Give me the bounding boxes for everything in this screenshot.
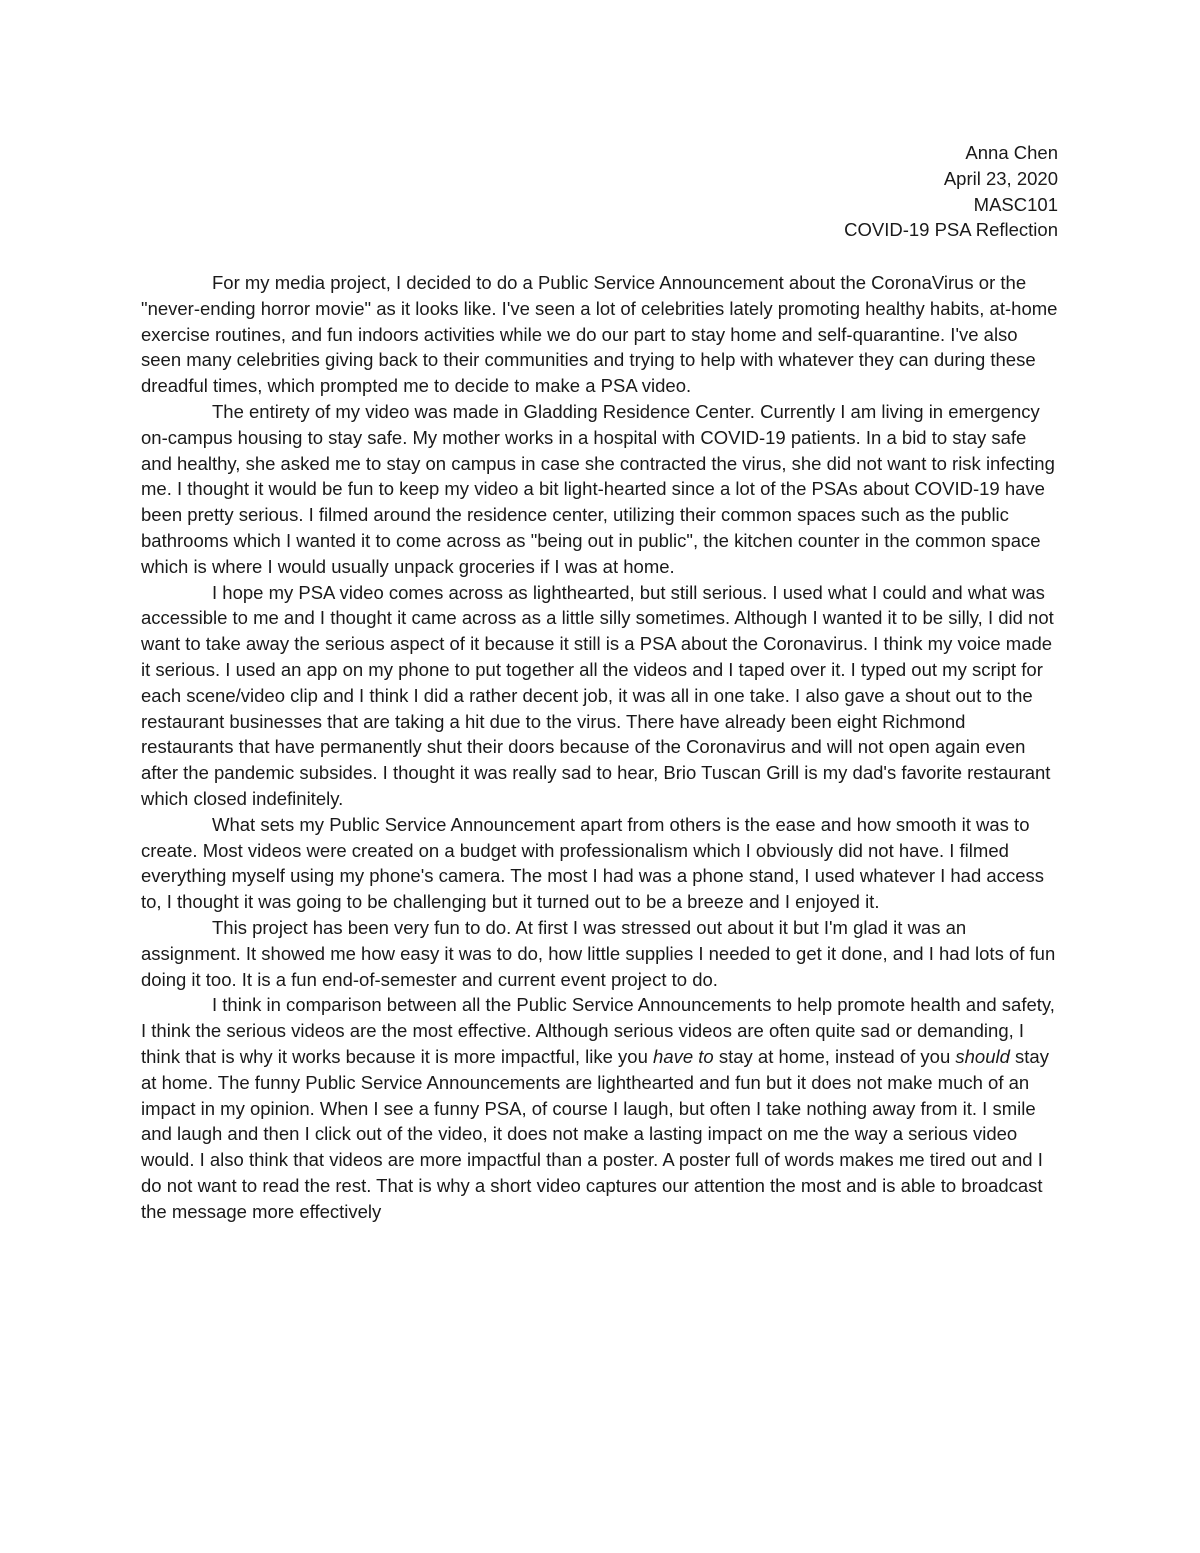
paragraph-1: For my media project, I decided to do a Public Service Announcement about the CoronaVirus or the "never-ending horror movie" as it looks like. I've seen a lot of celebrities lately promoting healthy habits, at-home exercise routines, and fun indoors activities while we do our part to stay home and self-quarantine. I've also seen many celebrities giving back to their communities and trying to help with whatever they can during these dreadful times, which prompted me to decide to make a PSA video. (141, 272, 1058, 397)
paragraph-5: This project has been very fun to do. At first I was stressed out about it but I'm glad it was an assignment. It showed me how easy it was to do, how little supplies I needed to get it done, and I had lots of fun doing it too. It is a fun end-of-semester and current event project to do. (141, 916, 1056, 990)
document-body (141, 270, 1059, 1224)
paragraph-4: What sets my Public Service Announcement apart from others is the ease and how smooth it was to create. Most videos were created on a budget with professionalism which I obviously did not have. I filmed everything myself using my phone's camera. The most I had was a phone stand, I used whatever I had access to, I thought it was going to be challenging but it turned out to be a breeze and I enjoyed it. (141, 813, 1044, 913)
paragraph-6-emphasis-2: should (955, 1045, 1010, 1067)
paragraph-6-text-2: stay at home, instead of you (713, 1045, 956, 1067)
course-code: MASC101 (973, 193, 1058, 215)
paragraph-6-emphasis-1: have to (653, 1045, 714, 1067)
paragraph-6-text-1: I think in comparison between all the Public Service Announcements to help promote health and safety, I think the serious videos are the most effective. Although serious videos are often quite sad or demanding, I think that is why it works because it is more impactful, like you (141, 994, 1055, 1067)
document-header (844, 140, 1058, 243)
document-title: COVID-19 PSA Reflection (844, 219, 1058, 241)
paragraph-2: The entirety of my video was made in Gladding Residence Center. Currently I am living in emergency on-campus housing to stay safe. My mother works in a hospital with COVID-19 patients. In a bid to stay safe and healthy, she asked me to stay on campus in case she contracted the virus, she did not want to risk infecting me. I thought it would be fun to keep my video a bit light-hearted since a lot of the PSAs about COVID-19 have been pretty serious. I filmed around the residence center, utilizing their common spaces such as the public bathrooms which I wanted it to come across as "being out in public", the kitchen counter in the common space which is where I would usually unpack groceries if I was at home. (141, 400, 1055, 577)
paragraph-6 (141, 992, 1059, 1224)
author-name: Anna Chen (965, 142, 1058, 163)
paragraph-6-text-3: stay at home. The funny Public Service Announcements are lighthearted and fun but it does not make much of an impact in my opinion. When I see a funny PSA, of course I laugh, but often I take nothing away from it. I smile and laugh and then I click out of the video, it does not make a lasting impact on me the way a serious video would. I also think that videos are more impactful than a poster. A poster full of words makes me tired out and I do not want to read the rest. That is why a short video captures our attention the most and is able to broadcast the message more effectively (141, 1045, 1049, 1222)
paragraph-3: I hope my PSA video comes across as lighthearted, but still serious. I used what I could and what was accessible to me and I thought it came across as a little silly sometimes. Although I wanted it to be silly, I did not want to take away the serious aspect of it because it still is a PSA about the Coronavirus. I think my voice made it serious. I used an app on my phone to put together all the videos and I taped over it. I typed out my script for each scene/video clip and I think I did a rather decent job, it was all in one take. I also gave a shout out to the restaurant businesses that are taking a hit due to the virus. There have already been eight Richmond restaurants that have permanently shut their doors because of the Coronavirus and will not open again even after the pandemic subsides. I thought it was really sad to hear, Brio Tuscan Grill is my dad's favorite restaurant which closed indefinitely. (141, 581, 1054, 809)
document-date: April 23, 2020 (943, 167, 1058, 189)
